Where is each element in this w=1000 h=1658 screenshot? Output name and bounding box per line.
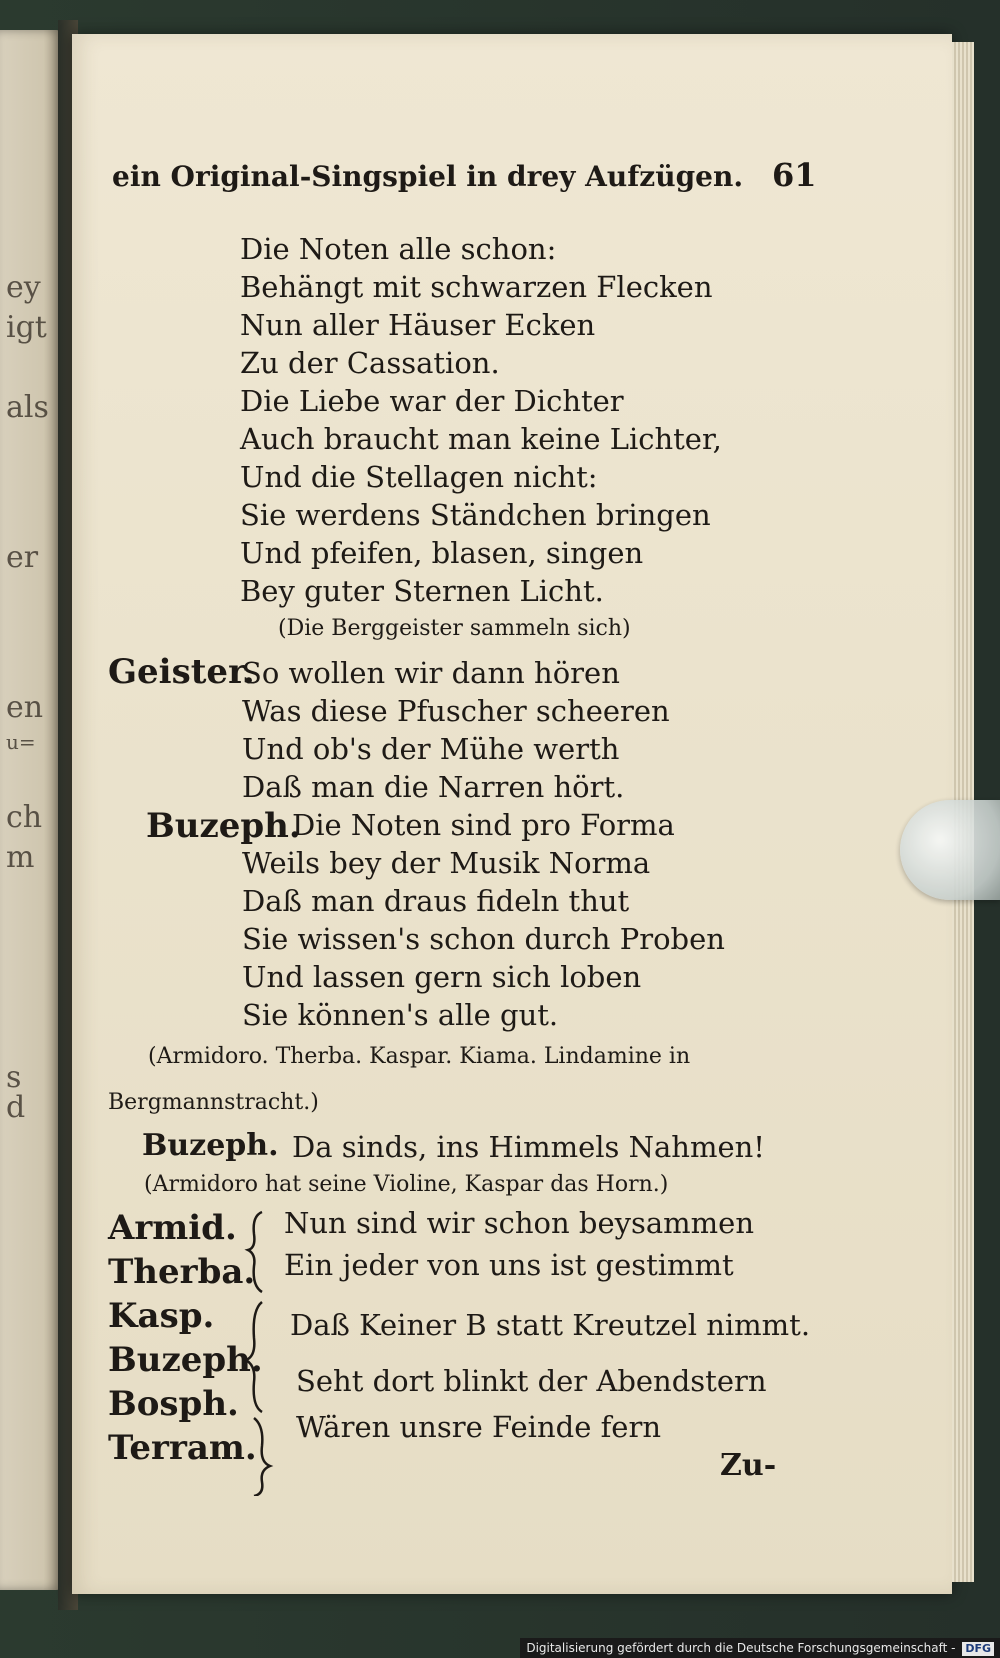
verse-line: Da sinds, ins Himmels Nahmen!: [292, 1130, 765, 1164]
stage-direction: (Armidoro. Therba. Kaspar. Kiama. Lindamine in: [148, 1044, 691, 1069]
stage-direction: (Die Berggeister sammeln sich): [278, 616, 631, 641]
verse-line: Die Noten sind pro Forma: [292, 808, 675, 842]
verse-line: Die Liebe war der Dichter: [240, 384, 624, 418]
dfg-logo[interactable]: DFG: [962, 1642, 994, 1656]
brace-group: [240, 1206, 276, 1496]
stage-direction: Bergmannstracht.): [108, 1090, 319, 1115]
verse-line: Und die Stellagen nicht:: [240, 460, 598, 494]
left-fragment: m: [6, 840, 35, 875]
speaker-terram: Terram.: [108, 1428, 257, 1468]
speaker-kasp: Kasp.: [108, 1296, 215, 1336]
previous-page-edge: [0, 30, 62, 1590]
left-fragment: d: [6, 1090, 26, 1125]
verse-line: Daß man draus fideln thut: [242, 884, 630, 918]
speaker-geister: Geister.: [108, 652, 255, 692]
speaker-buzeph: Buzeph.: [142, 1128, 279, 1163]
verse-line: Nun aller Häuser Ecken: [240, 308, 596, 342]
verse-line: Und pfeifen, blasen, singen: [240, 536, 644, 570]
left-fragment: ch: [6, 800, 43, 835]
verse-line: Behängt mit schwarzen Flecken: [240, 270, 713, 304]
verse-line: Auch braucht man keine Lichter,: [240, 422, 722, 456]
verse-line: Wären unsre Feinde fern: [296, 1410, 662, 1444]
verse-line: Ein jeder von uns ist gestimmt: [284, 1248, 734, 1282]
stage-direction: (Armidoro hat seine Violine, Kaspar das Horn.): [144, 1172, 669, 1197]
verse-line: So wollen wir dann hören: [242, 656, 620, 690]
verse-line: Seht dort blinkt der Abendstern: [296, 1364, 767, 1398]
brace-icon: [248, 1212, 262, 1292]
verse-line: Und ob's der Mühe werth: [242, 732, 620, 766]
verse-line: Bey guter Sternen Licht.: [240, 574, 604, 608]
speaker-therba: Therba.: [108, 1252, 256, 1292]
left-fragment: en: [6, 690, 44, 725]
page-number: 61: [772, 156, 817, 194]
verse-line: Weils bey der Musik Norma: [242, 846, 651, 880]
verse-line: Und lassen gern sich loben: [242, 960, 642, 994]
left-fragment: s: [6, 1060, 22, 1095]
verse-line: Sie können's alle gut.: [242, 998, 559, 1032]
footer-text: Digitalisierung gefördert durch die Deutsche Forschungsgemeinschaft -: [526, 1641, 956, 1655]
speaker-armid: Armid.: [108, 1208, 237, 1248]
verse-line: Daß Keiner B statt Kreutzel nimmt.: [290, 1308, 811, 1342]
left-fragment: igt: [6, 310, 47, 345]
running-title: ein Original-Singspiel in drey Aufzügen.: [112, 160, 744, 193]
verse-line: Die Noten alle schon:: [240, 232, 557, 266]
left-fragment: u=: [6, 730, 36, 754]
footer-bar: [520, 1638, 1000, 1658]
left-fragment: er: [6, 540, 39, 575]
brace-icon: [246, 1302, 262, 1412]
speaker-bosph: Bosph.: [108, 1384, 239, 1424]
page-clip: [900, 800, 1000, 900]
catchword: Zu-: [720, 1448, 777, 1483]
left-fragment: als: [6, 390, 49, 425]
verse-line: Nun sind wir schon beysammen: [284, 1206, 755, 1240]
brace-icon: [254, 1418, 270, 1496]
verse-line: Sie wissen's schon durch Proben: [242, 922, 725, 956]
speaker-buzeph: Buzeph.: [108, 1340, 263, 1380]
verse-line: Zu der Cassation.: [240, 346, 500, 380]
speaker-buzeph: Buzeph.: [146, 806, 301, 846]
verse-line: Daß man die Narren hört.: [242, 770, 625, 804]
verse-line: Sie werdens Ständchen bringen: [240, 498, 711, 532]
verse-line: Was diese Pfuscher scheeren: [242, 694, 670, 728]
left-fragment: ey: [6, 270, 41, 305]
